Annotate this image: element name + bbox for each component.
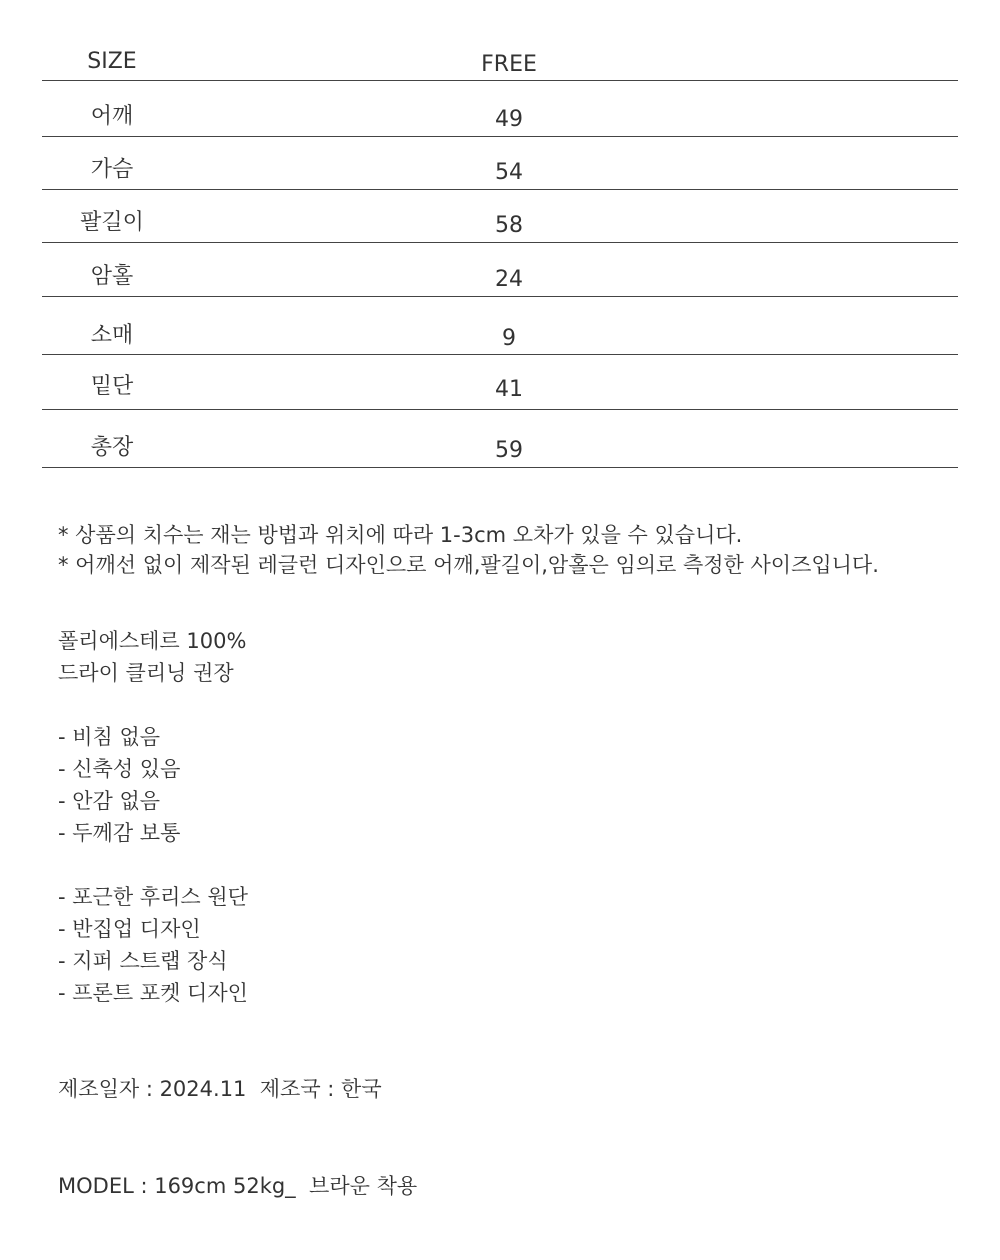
list-item: - 프론트 포켓 디자인 <box>58 981 248 1005</box>
row-value-text: 9 <box>502 326 516 351</box>
row-label-text: 암홀 <box>90 264 134 289</box>
row-label-text: 밑단 <box>90 374 134 399</box>
row-label-text: 소매 <box>90 323 134 348</box>
row-value-text: 54 <box>495 160 523 185</box>
care-instruction: 드라이 클리닝 권장 <box>58 661 234 685</box>
table-row <box>42 190 958 243</box>
measurement-notes <box>58 520 879 580</box>
size-header-value-text: FREE <box>481 52 537 77</box>
row-value-text: 24 <box>495 267 523 292</box>
size-table <box>42 40 958 468</box>
row-label-text: 팔길이 <box>80 210 144 235</box>
table-row <box>42 355 958 410</box>
model-info <box>58 1170 417 1202</box>
row-value-text: 41 <box>495 377 523 402</box>
material-info <box>58 625 246 689</box>
row-value-text: 59 <box>495 438 523 463</box>
note-line: * 상품의 치수는 재는 방법과 위치에 따라 1-3cm 오차가 있을 수 있습니다. <box>58 523 743 547</box>
table-row <box>42 81 958 137</box>
row-value-text: 58 <box>495 213 523 238</box>
list-item: - 비침 없음 <box>58 725 161 749</box>
fabric-composition: 폴리에스테르 100% <box>58 629 247 653</box>
size-header-label-text: SIZE <box>87 49 137 74</box>
list-item: - 포근한 후리스 원단 <box>58 885 248 909</box>
table-row <box>42 137 958 190</box>
manufacture-line: 제조일자 : 2024.11 제조국 : 한국 <box>58 1077 382 1101</box>
row-label-text: 어깨 <box>90 104 134 129</box>
table-row <box>42 297 958 355</box>
note-line: * 어깨선 없이 제작된 레글런 디자인으로 어깨,팔길이,암홀은 임의로 측정한 사이즈입니다. <box>58 553 879 577</box>
manufacture-info <box>58 1073 382 1105</box>
table-row <box>42 243 958 297</box>
model-line: MODEL : 169cm 52kg_ 브라운 착용 <box>58 1174 418 1198</box>
row-value-text: 49 <box>495 107 523 132</box>
list-item: - 신축성 있음 <box>58 757 181 781</box>
list-item: - 두께감 보통 <box>58 821 181 845</box>
list-item: - 안감 없음 <box>58 789 161 813</box>
list-item: - 반집업 디자인 <box>58 917 201 941</box>
row-label-text: 총장 <box>90 435 134 460</box>
list-item: - 지퍼 스트랩 장식 <box>58 949 228 973</box>
design-features <box>58 881 248 1009</box>
row-label-text: 가슴 <box>90 157 134 182</box>
fabric-properties <box>58 721 180 849</box>
table-row <box>42 410 958 468</box>
size-header-row <box>42 40 958 81</box>
